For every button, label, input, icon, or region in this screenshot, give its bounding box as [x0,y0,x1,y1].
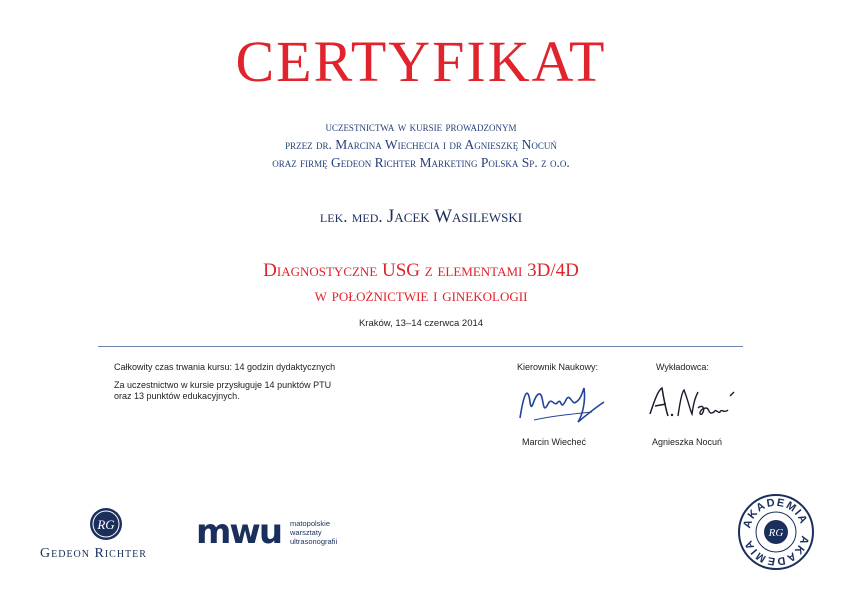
recipient [0,206,842,228]
akademia-ring-text-1: AKADEMIA [741,496,810,530]
recipient-prefix: lek. med. [319,207,383,226]
course-title-line-2: w położnictwie i ginekologii [314,285,528,306]
mwu-text-line-1: matopolskie [290,519,331,528]
course-date: Kraków, 13–14 czerwca 2014 [358,318,484,329]
points-line-1: Za uczestnictwo w kursie przysługuje 14 punktów PTU [114,380,332,390]
intro-line-3: oraz firmę Gedeon Richter Marketing Polska Sp. z o.o. [272,155,570,170]
certificate-title: CERTYFIKAT [235,29,607,94]
gedeon-monogram: RG [97,517,115,532]
akademia-seal-icon [736,492,816,572]
course-duration: Całkowity czas trwania kursu: 14 godzin dydaktycznych [114,362,336,372]
signature-left-mark [512,372,612,432]
akademia-monogram: RG [768,527,784,539]
signature-right-role: Wykładowca: [656,362,709,372]
intro-line-1: uczestnictwa w kursie prowadzonym [325,119,517,134]
akademia-ring-text-2: AKADEMIA [742,534,811,568]
gedeon-richter-logo-text: Gedeon Richter [40,546,147,561]
signature-left-role: Kierownik Naukowy: [517,362,599,372]
signature-right-name: Agnieszka Nocuń [652,437,723,447]
points-line-2: oraz 13 punktów edukacyjnych. [114,391,240,401]
signature-right-mark [644,378,744,428]
mwu-text-line-3: ultrasonografii [290,537,338,546]
intro-line-2: przez dr. Marcina Wiechecia i dr Agnieszkę Nocuń [285,137,557,152]
gedeon-richter-logo-icon [86,504,126,544]
signature-left-name: Marcin Wiecheć [522,437,587,447]
course-title-line-1: Diagnostyczne USG z elementami 3D/4D [263,260,579,281]
mwu-text [290,519,337,546]
recipient-name: Jacek Wasilewski [386,206,523,227]
mwu-mark: mwu [196,516,282,548]
divider [98,346,743,347]
mwu-logo-icon [196,516,288,548]
mwu-text-line-2: warsztaty [290,528,322,537]
